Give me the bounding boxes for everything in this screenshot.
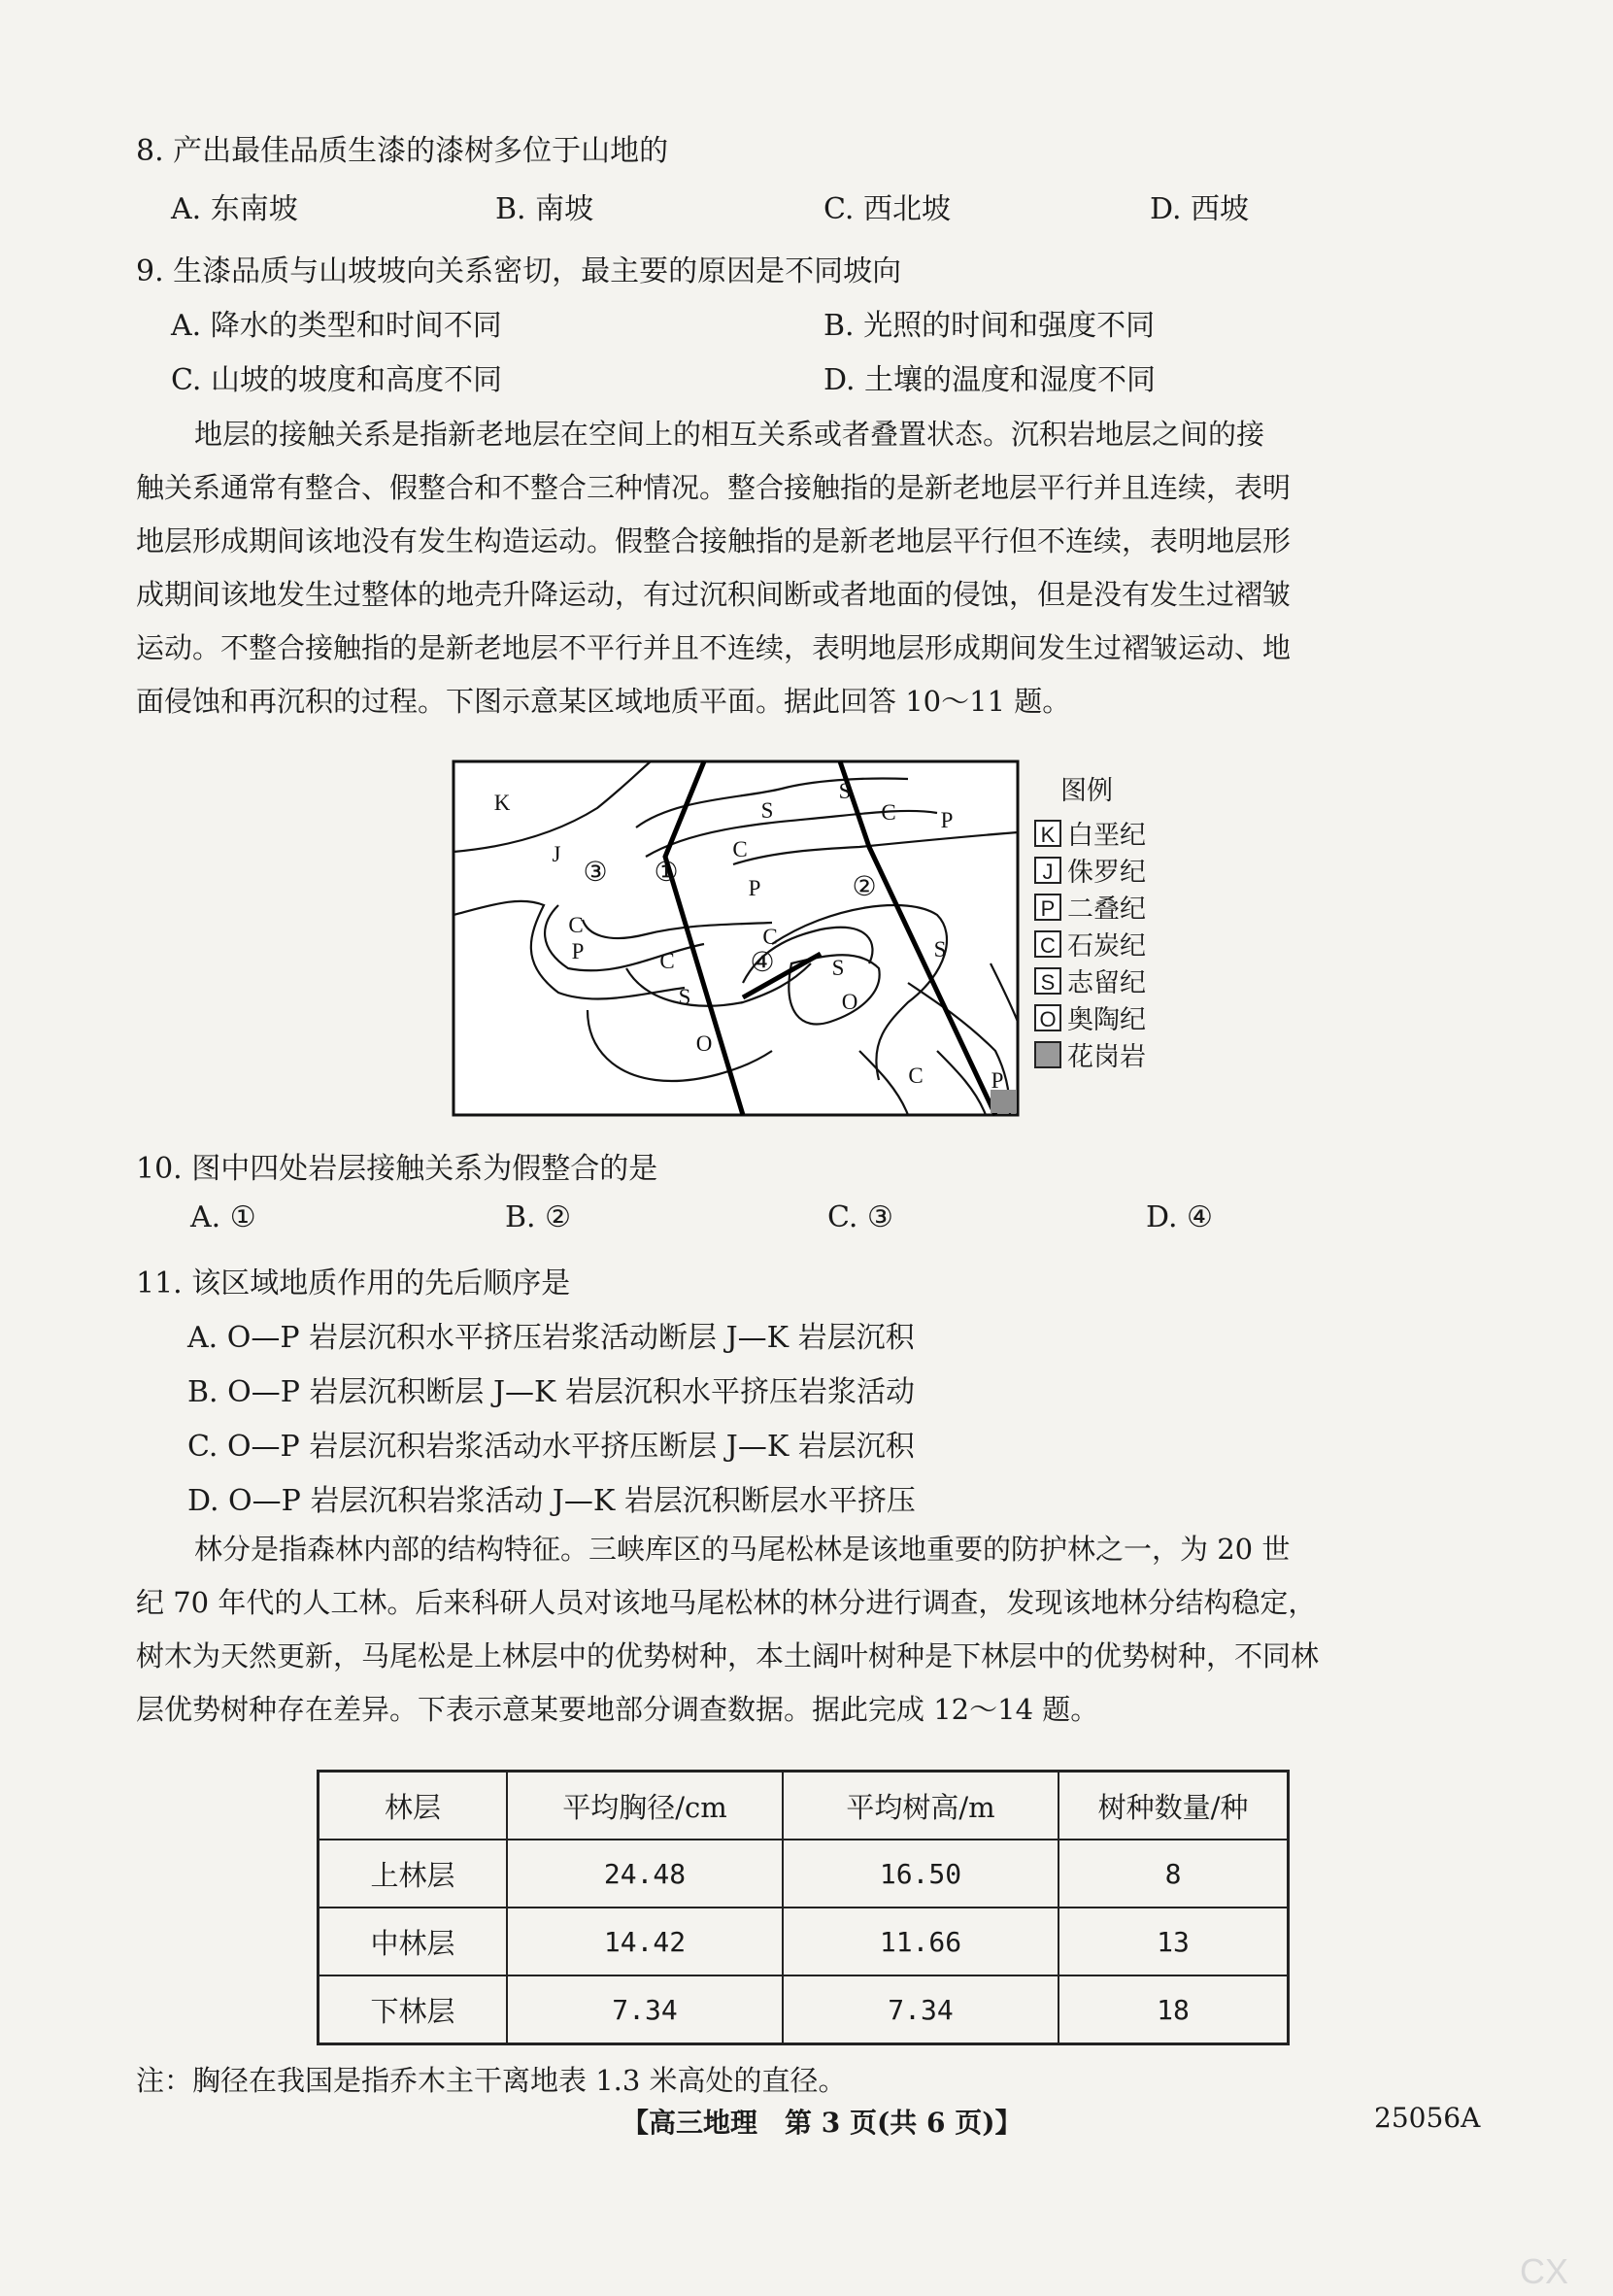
label-C: C bbox=[908, 1064, 924, 1088]
legend-item-carboniferous bbox=[1034, 925, 1146, 962]
legend-item-cretaceous bbox=[1034, 814, 1146, 852]
q11-option-d: D. O—P 岩层沉积岩浆活动 J—K 岩层沉积断层水平挤压 bbox=[187, 1484, 916, 1518]
legend-item-ordovician bbox=[1034, 998, 1146, 1036]
passage-line: 层优势树种存在差异。下表示意某要地部分调查数据。据此完成 12～14 题。 bbox=[136, 1693, 1099, 1726]
legend-item-silurian bbox=[1034, 962, 1146, 999]
label-C: C bbox=[762, 925, 778, 949]
table-cell: 中林层 bbox=[319, 1908, 508, 1975]
legend-swatch: O bbox=[1034, 1004, 1061, 1031]
label-C: C bbox=[881, 800, 896, 825]
passage-line: 触关系通常有整合、假整合和不整合三种情况。整合接触指的是新老地层平行并且连续，表明 bbox=[136, 471, 1292, 504]
table-cell: 下林层 bbox=[319, 1975, 508, 2044]
label-C: C bbox=[659, 949, 675, 973]
table-note: 注：胸径在我国是指乔木主干离地表 1.3 米高处的直径。 bbox=[136, 2064, 847, 2097]
passage-line: 面侵蚀和再沉积的过程。下图示意某区域地质平面。据此回答 10～11 题。 bbox=[136, 685, 1071, 718]
label-O: O bbox=[841, 990, 858, 1014]
legend-label: 二叠纪 bbox=[1067, 895, 1146, 925]
q8-stem: 8. 产出最佳品质生漆的漆树多位于山地的 bbox=[136, 134, 669, 168]
table-row bbox=[319, 1908, 1289, 1975]
q10-option-c: C. ③ bbox=[827, 1200, 893, 1234]
table-header: 平均树高/m bbox=[783, 1772, 1059, 1840]
geological-map bbox=[452, 760, 1020, 1117]
passage-strata bbox=[136, 408, 1468, 728]
watermark: CX bbox=[1520, 2251, 1569, 2291]
paper-code: 25056A bbox=[1374, 2102, 1481, 2134]
marker-1: ① bbox=[654, 856, 679, 888]
q8-option-d: D. 西坡 bbox=[1150, 192, 1250, 226]
q11-option-c: C. O—P 岩层沉积岩浆活动水平挤压断层 J—K 岩层沉积 bbox=[187, 1430, 915, 1464]
table-cell: 上林层 bbox=[319, 1840, 508, 1908]
legend-label: 侏罗纪 bbox=[1067, 858, 1146, 888]
table-cell: 11.66 bbox=[783, 1908, 1059, 1975]
table-header: 树种数量/种 bbox=[1059, 1772, 1289, 1840]
passage-line: 林分是指森林内部的结构特征。三峡库区的马尾松林是该地重要的防护林之一，为 20 世 bbox=[194, 1533, 1291, 1566]
passage-line: 成期间该地发生过整体的地壳升降运动，有过沉积间断或者地面的侵蚀，但是没有发生过褶皱 bbox=[136, 578, 1292, 611]
table-cell: 8 bbox=[1059, 1840, 1289, 1908]
label-C: C bbox=[568, 913, 584, 937]
table-row bbox=[319, 1975, 1289, 2044]
table-cell: 13 bbox=[1059, 1908, 1289, 1975]
label-J: J bbox=[552, 842, 561, 866]
table-cell: 7.34 bbox=[783, 1975, 1059, 2044]
legend-swatch: P bbox=[1034, 894, 1061, 921]
granite-body bbox=[991, 1090, 1016, 1113]
table-cell: 18 bbox=[1059, 1975, 1289, 2044]
legend-label: 石炭纪 bbox=[1067, 931, 1146, 962]
legend-swatch: S bbox=[1034, 967, 1061, 995]
label-P: P bbox=[940, 808, 954, 832]
table-cell: 24.48 bbox=[507, 1840, 783, 1908]
legend-item-permian bbox=[1034, 888, 1146, 926]
passage-line: 地层形成期间该地没有发生构造运动。假整合接触指的是新老地层平行但不连续，表明地层形 bbox=[136, 524, 1292, 557]
passage-line: 运动。不整合接触指的是新老地层不平行并且不连续，表明地层形成期间发生过褶皱运动、地 bbox=[136, 631, 1292, 664]
label-S: S bbox=[933, 937, 947, 962]
label-O: O bbox=[695, 1031, 713, 1056]
legend-label: 志留纪 bbox=[1067, 968, 1146, 998]
q10-stem: 10. 图中四处岩层接触关系为假整合的是 bbox=[136, 1152, 658, 1186]
q9-option-c: C. 山坡的坡度和高度不同 bbox=[171, 363, 502, 397]
label-S: S bbox=[678, 985, 691, 1009]
label-S: S bbox=[831, 956, 845, 980]
label-P: P bbox=[748, 876, 761, 900]
q8-option-b: B. 南坡 bbox=[495, 192, 594, 226]
table-cell: 14.42 bbox=[507, 1908, 783, 1975]
legend-label: 花岗岩 bbox=[1067, 1042, 1146, 1072]
q10-option-b: B. ② bbox=[505, 1200, 572, 1234]
table-header-row bbox=[319, 1772, 1289, 1840]
label-P: P bbox=[571, 939, 585, 963]
page-footer: 【高三地理 第 3 页(共 6 页)】 bbox=[622, 2107, 1023, 2139]
legend-label: 白垩纪 bbox=[1067, 821, 1146, 851]
legend-label: 奥陶纪 bbox=[1067, 1005, 1146, 1035]
passage-line: 纪 70 年代的人工林。后来科研人员对该地马尾松林的林分进行调查，发现该地林分结构稳定， bbox=[136, 1586, 1317, 1619]
q9-option-b: B. 光照的时间和强度不同 bbox=[823, 309, 1156, 343]
forest-layer-table bbox=[317, 1770, 1290, 2045]
passage-line: 地层的接触关系是指新老地层在空间上的相互关系或者叠置状态。沉积岩地层之间的接 bbox=[194, 418, 1265, 451]
q10-option-a: A. ① bbox=[190, 1200, 256, 1234]
label-K: K bbox=[493, 791, 511, 815]
q11-option-a: A. O—P 岩层沉积水平挤压岩浆活动断层 J—K 岩层沉积 bbox=[187, 1321, 915, 1355]
passage-line: 树木为天然更新，马尾松是上林层中的优势树种，本土阔叶树种是下林层中的优势树种，不同林 bbox=[136, 1639, 1320, 1672]
legend-title: 图例 bbox=[1060, 776, 1113, 806]
table-cell: 7.34 bbox=[507, 1975, 783, 2044]
q8-option-c: C. 西北坡 bbox=[823, 192, 951, 226]
q10-option-d: D. ④ bbox=[1146, 1200, 1213, 1234]
table-header: 林层 bbox=[319, 1772, 508, 1840]
marker-2: ② bbox=[852, 870, 877, 902]
legend-swatch: C bbox=[1034, 930, 1061, 958]
legend-swatch: J bbox=[1034, 857, 1061, 884]
legend-item-jurassic bbox=[1034, 851, 1146, 889]
legend-item-granite bbox=[1034, 1035, 1146, 1073]
q9-option-a: A. 降水的类型和时间不同 bbox=[171, 309, 502, 343]
table-row bbox=[319, 1840, 1289, 1908]
q9-option-d: D. 土壤的温度和湿度不同 bbox=[823, 363, 1157, 397]
table-cell: 16.50 bbox=[783, 1840, 1059, 1908]
marker-4: ④ bbox=[750, 946, 775, 978]
marker-3: ③ bbox=[583, 856, 608, 888]
label-S: S bbox=[838, 779, 852, 803]
q11-option-b: B. O—P 岩层沉积断层 J—K 岩层沉积水平挤压岩浆活动 bbox=[187, 1375, 915, 1409]
q9-stem: 9. 生漆品质与山坡坡向关系密切，最主要的原因是不同坡向 bbox=[136, 254, 902, 288]
label-C: C bbox=[732, 837, 748, 861]
q11-stem: 11. 该区域地质作用的先后顺序是 bbox=[136, 1266, 571, 1300]
passage-forest bbox=[136, 1523, 1468, 1737]
label-P: P bbox=[991, 1068, 1004, 1093]
legend-swatch: K bbox=[1034, 820, 1061, 847]
q8-option-a: A. 东南坡 bbox=[171, 192, 298, 226]
table-header: 平均胸径/cm bbox=[507, 1772, 783, 1840]
label-S: S bbox=[760, 798, 774, 823]
legend-swatch-granite bbox=[1034, 1041, 1061, 1068]
